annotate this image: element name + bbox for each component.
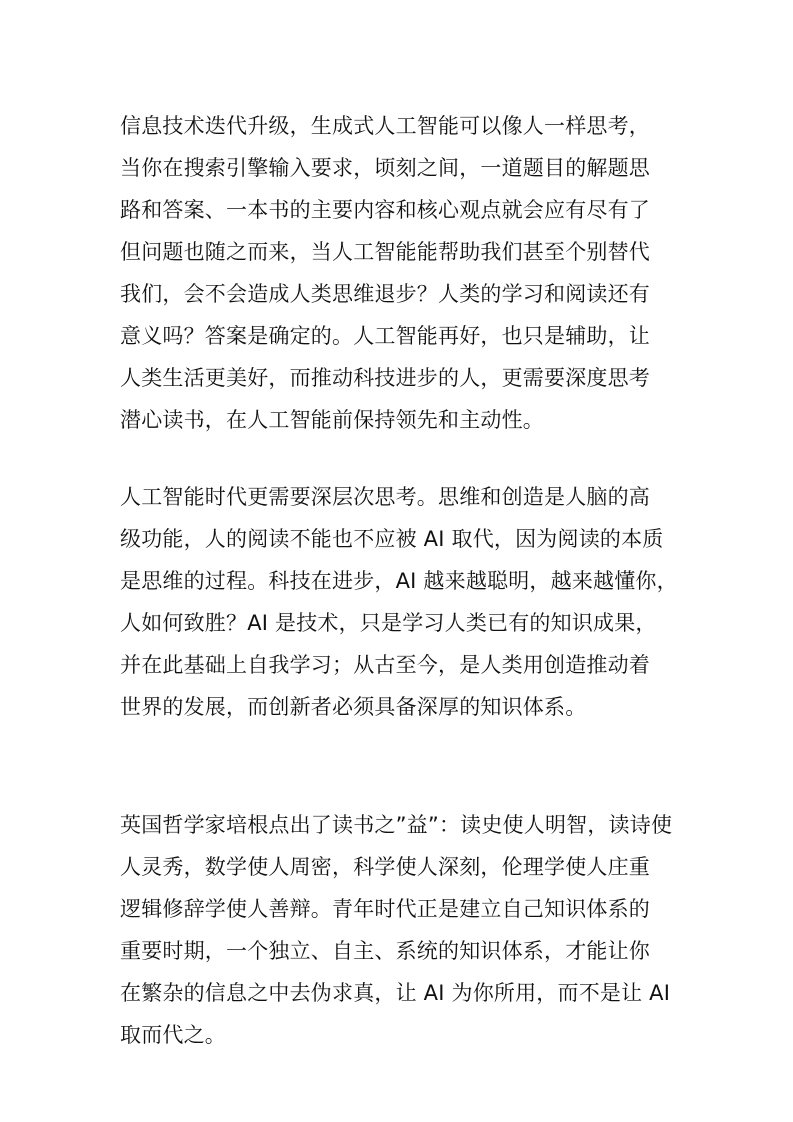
text-line: 但问题也随之而来，当人工智能能帮助我们甚至个别替代 — [120, 240, 650, 264]
paragraph-3 — [120, 804, 680, 1056]
text-line: 信息技术迭代升级，生成式人工智能可以像人一样思考， — [120, 114, 650, 138]
paragraph-2 — [120, 476, 680, 728]
text-line: 当你在搜索引擎输入要求，顷刻之间，一道题目的解题思 — [120, 156, 650, 180]
text-line: 意义吗？答案是确定的。人工智能再好，也只是辅助，让 — [120, 324, 650, 348]
text-line: 潜心读书，在人工智能前保持领先和主动性。 — [120, 408, 544, 432]
text-line: 人工智能时代更需要深层次思考。思维和创造是人脑的高 — [120, 485, 650, 509]
paragraph-1 — [120, 105, 680, 441]
text-line: 英国哲学家培根点出了读书之”益”：读史使人明智，读诗使 — [120, 813, 673, 837]
text-line: 世界的发展，而创新者必须具备深厚的知识体系。 — [120, 695, 587, 719]
text-line: 人如何致胜？AI 是技术，只是学习人类已有的知识成果， — [120, 611, 657, 635]
text-line: 路和答案、一本书的主要内容和核心观点就会应有尽有了 — [120, 198, 650, 222]
text-line: 我们，会不会造成人类思维退步？人类的学习和阅读还有 — [120, 282, 650, 306]
text-line: 取而代之。 — [120, 1023, 226, 1047]
text-line: 在繁杂的信息之中去伪求真，让 AI 为你所用，而不是让 AI — [120, 981, 671, 1005]
text-line: 逻辑修辞学使人善辩。青年时代正是建立自己知识体系的 — [120, 897, 650, 921]
text-line: 人类生活更美好，而推动科技进步的人，更需要深度思考 — [120, 366, 650, 390]
text-line: 是思维的过程。科技在进步，AI 越来越聪明，越来越懂你， — [120, 569, 678, 593]
text-line: 级功能，人的阅读不能也不应被 AI 取代，因为阅读的本质 — [120, 527, 664, 551]
text-line: 并在此基础上自我学习；从古至今，是人类用创造推动着 — [120, 653, 650, 677]
text-line: 重要时期，一个独立、自主、系统的知识体系，才能让你 — [120, 939, 650, 963]
text-line: 人灵秀，数学使人周密，科学使人深刻，伦理学使人庄重 — [120, 855, 650, 879]
